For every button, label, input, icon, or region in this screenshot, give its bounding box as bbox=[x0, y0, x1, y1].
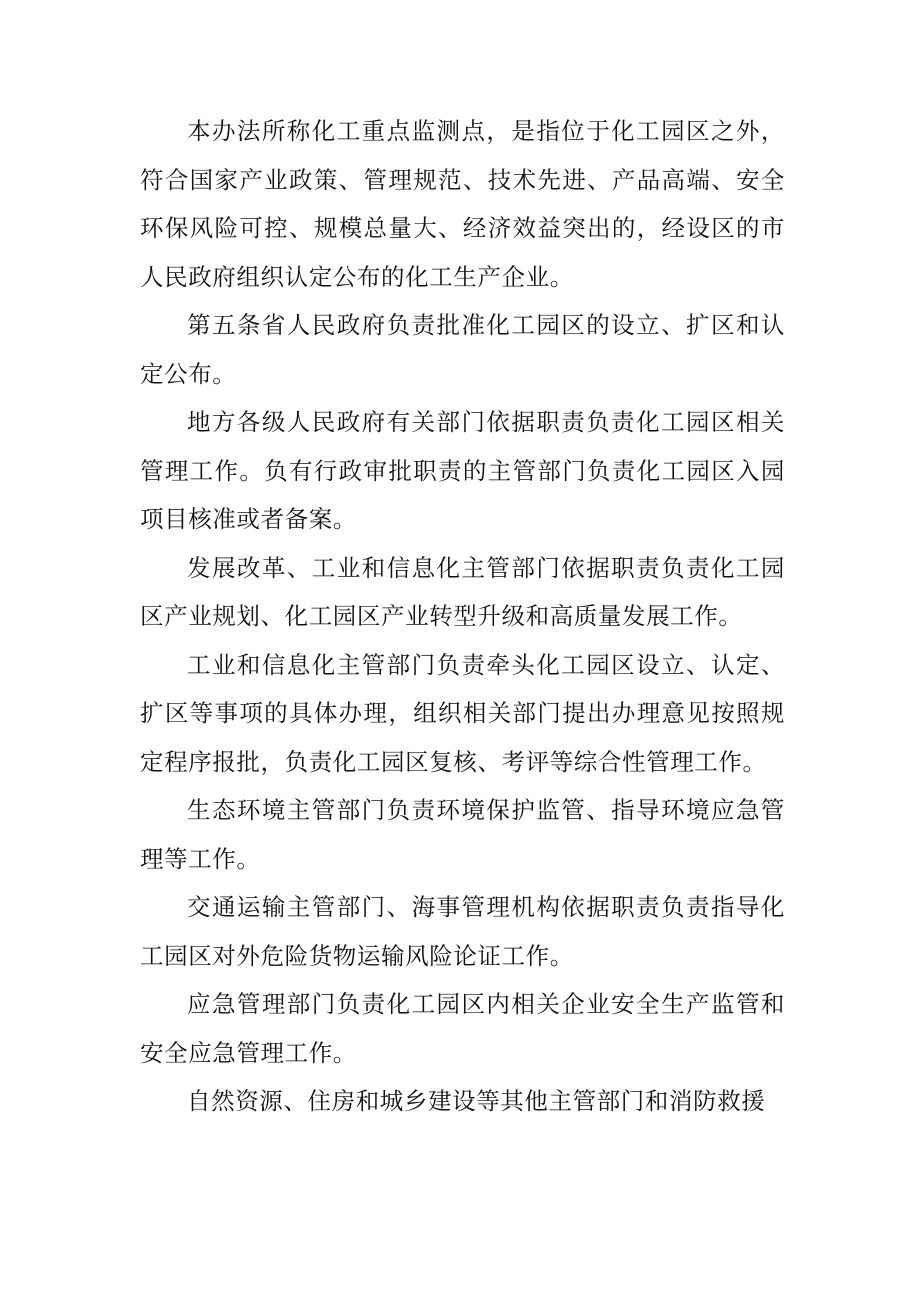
paragraph-industry-information: 工业和信息化主管部门负责牵头化工园区设立、认定、扩区等事项的具体办理，组织相关部门提出办理意见按照规定程序报批，负责化工园区复核、考评等综合性管理工作。 bbox=[140, 650, 785, 776]
paragraph-key-monitoring-point-definition: 本办法所称化工重点监测点，是指位于化工园区之外，符合国家产业政策、管理规范、技术先进、产品高端、安全环保风险可控、规模总量大、经济效益突出的，经设区的市人民政府组织认定公布的化工生产企业。 bbox=[140, 117, 785, 291]
paragraph-article-5: 第五条省人民政府负责批准化工园区的设立、扩区和认定公布。 bbox=[140, 311, 785, 388]
paragraph-transport-maritime: 交通运输主管部门、海事管理机构依据职责负责指导化工园区对外危险货物运输风险论证工作。 bbox=[140, 893, 785, 970]
paragraph-natural-resources: 自然资源、住房和城乡建设等其他主管部门和消防救援 bbox=[187, 1087, 766, 1115]
document-page bbox=[140, 107, 785, 1126]
paragraph-local-government-departments: 地方各级人民政府有关部门依据职责负责化工园区相关管理工作。负有行政审批职责的主管部门负责化工园区入园项目核准或者备案。 bbox=[140, 408, 785, 533]
paragraph-ecology-environment: 生态环境主管部门负责环境保护监管、指导环境应急管理等工作。 bbox=[140, 796, 785, 873]
paragraph-development-reform: 发展改革、工业和信息化主管部门依据职责负责化工园区产业规划、化工园区产业转型升级和高质量发展工作。 bbox=[140, 553, 785, 630]
paragraph-emergency-management: 应急管理部门负责化工园区内相关企业安全生产监管和安全应急管理工作。 bbox=[140, 990, 785, 1067]
